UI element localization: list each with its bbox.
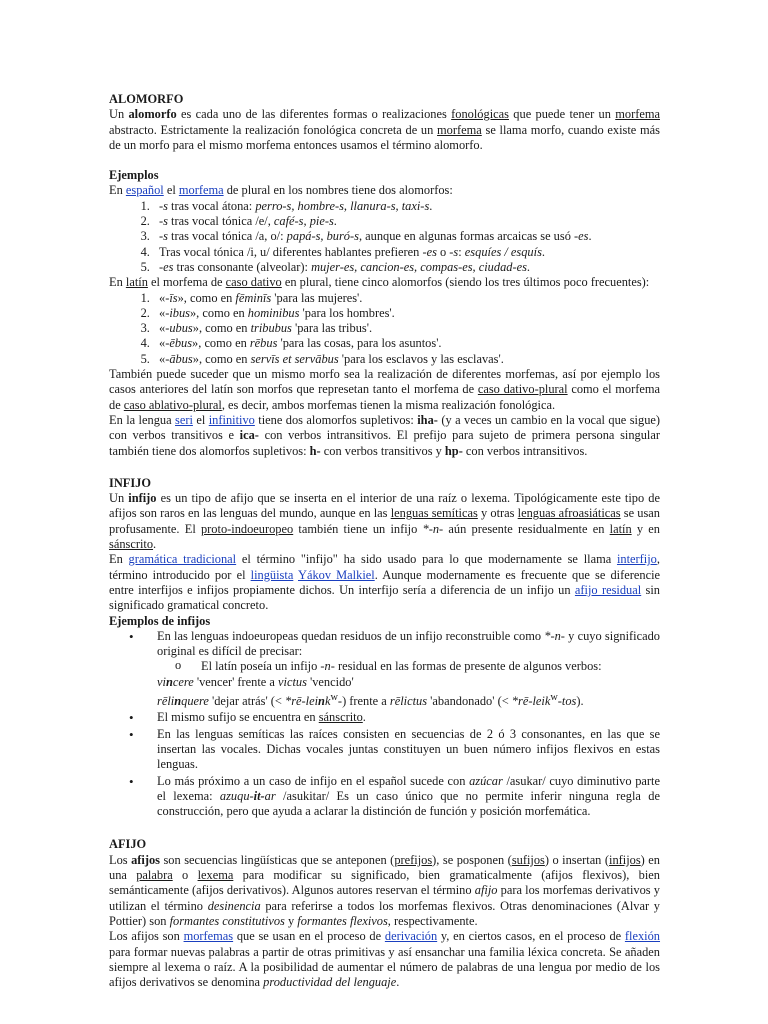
alomorfo-paragraph-same-morph: También puede suceder que un mismo morfo sea la realización de diferentes morfemas, así por ejemplo los casos anteriores del latín son morfos que represetan tanto el morfema de caso dativo-plural como el morfema de caso ablativo-plural, es decir, ambos morfemas tienen la misma realización fonológica. [109,367,660,412]
link-morfema[interactable]: morfema [615,107,660,122]
link-morfemas[interactable]: morfemas [183,929,234,944]
example-vincere: vincere 'vencer' frente a victus 'vencido' [157,674,354,689]
link-lenguas-semiticas[interactable]: lenguas semíticas [390,506,478,521]
link-morfema[interactable]: morfema [178,183,224,198]
list-item: 2. -s tras vocal tónica /e/, café-s, pie-s. [153,214,660,229]
list-item: 1. -s tras vocal átona: perro-s, hombre-s, llanura-s, taxi-s. [153,199,660,214]
document-page [109,92,660,990]
list-item: 4. Tras vocal tónica /i, u/ diferentes hablantes prefieren -es o -s: esquíes / esquís. [153,245,660,260]
link-caso-ablativo-plural[interactable]: caso ablativo-plural [123,397,222,412]
link-caso-dativo-plural[interactable]: caso dativo-plural [477,382,568,397]
link-yakov-malkiel[interactable]: Yákov Malkiel [298,567,375,582]
list-item: 3. «-ubus», como en tribubus 'para las tribus'. [153,321,660,336]
link-gramatica-tradicional[interactable]: gramática tradicional [128,552,237,567]
infijo-traditional-grammar: En gramática tradicional el término "infijo" ha sido usado para lo que modernamente se llama interfijo, término introducido por el lingüista Yákov Malkiel. Aunque modernamente es frecuente que se diferencie entre interfijos e infijos propiamente dichos. Un interfijo sería a diferencia de un infijo un afijo residual sin significado gramatical concreto. [109,552,661,613]
link-morfema[interactable]: morfema [437,122,482,137]
subsection-title-ejemplos-infijos: Ejemplos de infijos [109,613,211,628]
link-proto-indoeuropeo[interactable]: proto-indoeuropeo [200,521,294,536]
list-item: • Lo más próximo a un caso de infijo en el español sucede con azúcar /asukar/ cuyo diminutivo parte el lexema: azuqu-it-ar /asukitar/ Es un caso único que no permite inferir ninguna regla de construcción, pero que ayuda a aclarar la distinción de función y posición morfemática. [157,774,660,820]
link-latin[interactable]: latín [609,521,632,536]
link-caso-dativo[interactable]: caso dativo [225,275,282,290]
list-item: 4. «-ēbus», como en rēbus 'para las cosas, para los asuntos'. [153,336,660,351]
list-item: • En las lenguas semíticas las raíces consisten en secuencias de 2 ó 3 consonantes, en las que se insertan las vocales. Dichas vocales juntas constituyen un buen número infijos flexivos en estas lenguas. [157,727,660,773]
link-seri[interactable]: seri [175,412,193,427]
link-lexema[interactable]: lexema [197,868,234,883]
afijo-definition: Los afijos son secuencias lingüísticas que se anteponen (prefijos), se posponen (sufijos) o insertan (infijos) en una palabra o lexema para modificar su significado, bien gramaticalmente (afijos flexivos), bien semánticamente (afijos derivativos). Algunos autores reservan el término afijo para los morfemas derivativos y utilizan el término desinencia para referirse a todos los morfemas flexivos. Otras denominaciones (Alvar y Pottier) son formantes constitutivos y formantes flexivos, respectivamente. [109,852,661,928]
section-title-infijo: INFIJO [109,475,151,490]
alomorfo-latin-intro: En latín el morfema de caso dativo en plural, tiene cinco alomorfos (siendo los tres últimos poco frecuentes): [109,275,650,290]
link-infinitivo[interactable]: infinitivo [208,412,255,427]
latin-dative-list [109,291,660,367]
link-espanol[interactable]: español [125,183,164,198]
link-sanscrito[interactable]: sánscrito [109,537,154,552]
infijo-examples-list [109,629,660,820]
link-linguista[interactable]: lingüista [250,567,294,582]
link-sufijos[interactable]: sufijos [511,852,545,867]
link-sanscrito[interactable]: sánscrito [318,710,363,725]
subsection-title-ejemplos: Ejemplos [109,168,159,183]
sub-list [157,659,660,674]
alomorfo-definition: Un alomorfo es cada uno de las diferentes formas o realizaciones fonológicas que puede tener un morfema abstracto. Estrictamente la realización fonológica concreta de un morfema se llama morfo, cuando existe más de un morfo para el mismo morfema entonces usamos el término alomorfo. [109,107,660,152]
alomorfo-paragraph-seri: En la lengua seri el infinitivo tiene dos alomorfos supletivos: iha- (y a veces un cambio en la vocal que sigue) con verbos transitivos e ica- con verbos intransitivos. El prefijo para sujeto de primera persona singular también tiene dos alomorfos supletivos: h- con verbos transitivos y hp- con verbos intransitivos. [109,412,661,458]
link-lenguas-afroasiaticas[interactable]: lenguas afroasiáticas [517,506,621,521]
link-afijo-residual[interactable]: afijo residual [574,582,642,597]
link-interfijo[interactable]: interfijo [616,552,657,567]
link-fonologicas[interactable]: fonológicas [451,107,509,122]
spanish-plural-list [109,199,660,275]
alomorfo-spanish-intro: En español el morfema de plural en los nombres tiene dos alomorfos: [109,183,453,198]
infijo-definition: Un infijo es un tipo de afijo que se inserta en el interior de una raíz o lexema. Tipológicamente este tipo de afijos son raros en las lenguas del mundo, aunque en las lenguas semíticas y otras lenguas afroasiáticas se usan profusamente. El proto-indoeuropeo también tiene un infijo *-n- aún presente residualmente en latín y en sánscrito. [109,491,660,552]
sub-list-item: o El latín poseía un infijo -n- residual en las formas de presente de algunos verbos: [201,659,660,674]
afijo-derivation: Los afijos son morfemas que se usan en el proceso de derivación y, en ciertos casos, en el proceso de flexión para formar nuevas palabras a partir de otras primitivas y así ensanchar una familia léxica concreta. Se añaden siempre al lexema o raíz. A la posibilidad de aumentar el número de palabras de una lengua por medio de los afijos derivativos se denomina productividad del lenguaje. [109,929,661,990]
list-item: 5. «-ābus», como en servīs et servābus 'para los esclavos y las esclavas'. [153,352,660,367]
list-item: 2. «-ibus», como en hominibus 'para los hombres'. [153,306,660,321]
link-infijos[interactable]: infijos [609,852,641,867]
link-latin[interactable]: latín [125,275,148,290]
link-derivacion[interactable]: derivación [384,929,438,944]
list-item: • El mismo sufijo se encuentra en sánscrito. [157,710,660,725]
list-item: 5. -es tras consonante (alveolar): mujer-es, cancion-es, compas-es, ciudad-es. [153,260,660,275]
list-item: 3. -s tras vocal tónica /a, o/: papá-s, buró-s, aunque en algunas formas arcaicas se usó -es. [153,229,660,244]
section-title-afijo: AFIJO [109,837,147,852]
section-title-alomorfo: ALOMORFO [109,92,184,106]
link-palabra[interactable]: palabra [136,868,173,883]
list-item: • En las lenguas indoeuropeas quedan residuos de un infijo reconstruible como *-n- y cuyo significado original es difícil de precisar: o El latín poseía un infijo -n- residual en las formas de presente de algunos verbos: vincere 'vencer' frente a victus 'vencido' rēlinquere 'dejar atrás' (< *rē-leink$^w$-) frente a rēlictus 'abandonado' (< *rē-leik$^w$-tos). [157,629,660,710]
link-prefijos[interactable]: prefijos [394,852,433,867]
example-relinquere: rēlinquere 'dejar atrás' (< *rē-leink$^w$-) frente a rēlictus 'abandonado' (< *rē-leik$^w$-tos). [157,691,584,709]
link-flexion[interactable]: flexión [624,929,661,944]
list-item: 1. «-īs», como en fēminīs 'para las mujeres'. [153,291,660,306]
